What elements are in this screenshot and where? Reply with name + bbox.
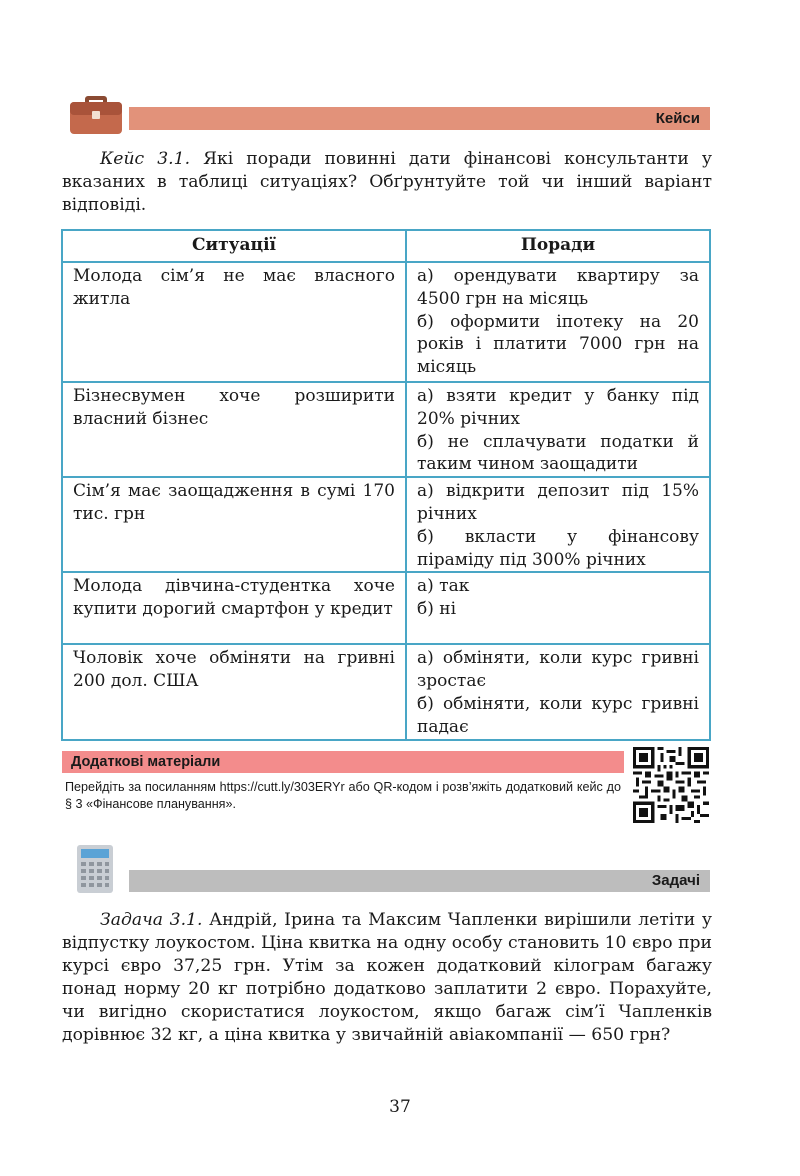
table-row: [62, 644, 710, 740]
advice-option-a: а) так: [417, 576, 470, 597]
page-number: 37: [389, 1097, 411, 1117]
cases-section-header: Кейси: [129, 107, 710, 130]
task-paragraph: [62, 909, 712, 1047]
task-text: Андрій, Ірина та Максим Чапленки вирішили летіти у відпустку лоукостом. Ціна квитка на одну особу становить 10 євро при курсі євро 37,25 грн. Утім за кожен додатковий кілограм багажу понад норму 20 кг потрібно додатково заплатити 2 євро. Порахуйте, чи вигідно скористатися лоукостом, якщо багаж сім’ї Чапленків дорівнює 32 кг, а ціна квитка у звичайній авіакомпанії — 650 грн?: [62, 910, 712, 1045]
advice-cell: [406, 262, 710, 382]
tasks-section-header: Задачі: [129, 870, 710, 892]
cases-table: [61, 229, 711, 741]
situation-cell: Чоловік хоче обміняти на гривні 200 дол. США: [62, 644, 406, 740]
additional-materials-text: Перейдіть за посиланням https://cutt.ly/303ERYr або QR-кодом і розв’яжіть додатковий кейс до § 3 «Фінансове планування».: [65, 780, 621, 811]
qr-code[interactable]: [633, 747, 709, 823]
advice-cell: [406, 477, 710, 572]
situation-cell: Сім’я має заощадження в сумі 170 тис. грн: [62, 477, 406, 572]
table-row: [62, 572, 710, 644]
additional-materials-header: Додаткові матеріали: [62, 751, 624, 773]
advice-option-b: б) обміняти, коли курс гривні падає: [417, 693, 699, 737]
case-question: Які поради повинні дати фінансові консультанти у вказаних в таблиці ситуаціях? Обґрунтуйте той чи інший варіант відповіді.: [62, 149, 712, 215]
case-intro-paragraph: [62, 148, 712, 217]
table-header-row: [62, 230, 710, 262]
task-label: Задача 3.1.: [100, 910, 203, 930]
advice-option-a: а) обміняти, коли курс гривні зростає: [417, 648, 699, 692]
table-row: [62, 382, 710, 477]
advice-cell: [406, 572, 710, 644]
header-situations: Ситуації: [62, 230, 406, 262]
case-label: Кейс 3.1.: [100, 149, 191, 169]
advice-option-a: а) орендувати квартиру за 4500 грн на місяць: [417, 266, 699, 309]
table-row: [62, 262, 710, 382]
situation-cell: Молода сім’я не має власного житла: [62, 262, 406, 382]
advice-option-b: б) вкласти у фінансову піраміду під 300% річних: [417, 526, 699, 570]
briefcase-icon: [70, 90, 122, 134]
advice-option-b: б) ні: [417, 599, 457, 620]
situation-cell: Молода дівчина-студентка хоче купити дорогий смартфон у кредит: [62, 572, 406, 644]
advice-cell: [406, 382, 710, 477]
table-row: [62, 477, 710, 572]
advice-option-a: а) відкрити депозит під 15% річних: [417, 481, 699, 524]
advice-option-b: б) не сплачувати податки й таким чином заощадити: [417, 431, 699, 475]
advice-option-b: б) оформити іпотеку на 20 років і платити 7000 грн на місяць: [417, 311, 699, 378]
situation-cell: Бізнесвумен хоче розширити власний бізнес: [62, 382, 406, 477]
calculator-icon: [77, 845, 113, 893]
advice-option-a: а) взяти кредит у банку під 20% річних: [417, 386, 699, 429]
advice-cell: [406, 644, 710, 740]
header-advice: Поради: [406, 230, 710, 262]
